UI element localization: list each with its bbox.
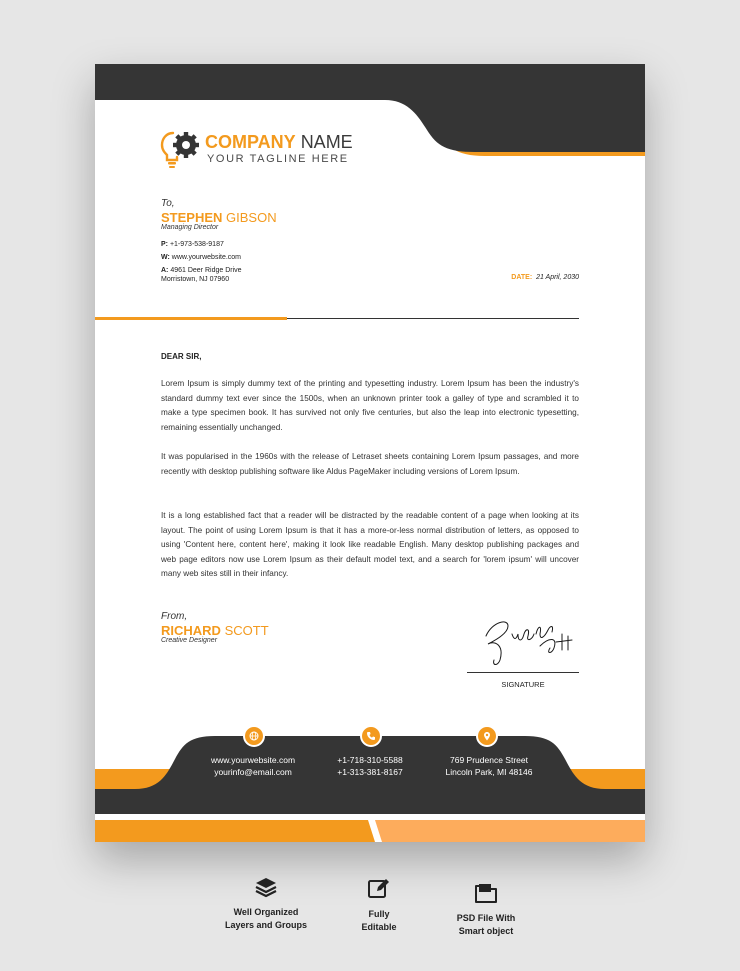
sender-title: Creative Designer [161,637,218,644]
letter-date: DATE: 21 April, 2030 [511,274,579,281]
globe-icon [243,725,265,747]
feature-line1: Fully [368,909,390,919]
footer-web-contact: www.yourwebsite.com yourinfo@email.com [210,755,296,777]
signature-line [467,672,579,673]
company-tagline: YOUR TAGLINE HERE [207,153,349,165]
letterhead-page [95,64,645,842]
recipient-address: A: 4961 Deer Ridge Drive Morristown, NJ 07960 [161,267,242,283]
from-label: From, [161,611,188,622]
feature-line2: Layers and Groups [224,920,308,930]
phone-icon [360,725,382,747]
divider-line [287,318,579,319]
body-paragraph-1: Lorem Ipsum is simply dummy text of the printing and typesetting industry. Lorem Ipsum has been the industry's standard dummy text ever since the 1500s, when an unknown printer took a galley of type and scrambled it to make a type specimen book. It has survived not only five centuries, but also the leap into electronic typesetting, remaining essentially unchanged. [161,379,579,432]
recipient-web: W: www.yourwebsite.com [161,254,242,261]
lightbulb-gear-icon [159,127,203,171]
feature-editable [329,876,429,934]
signature-label: SIGNATURE [501,680,545,689]
recipient-name: STEPHEN GIBSON [161,210,277,225]
body-paragraph-2: It was popularised in the 1960s with the release of Letraset sheets containing Lorem Ipsum passages, and more recently with desktop publishing software like Aldus PageMaker including versions of Lorem Ipsum. [161,452,579,476]
salutation: DEAR SIR, [161,352,202,361]
feature-line2: Editable [361,922,397,932]
layers-icon [254,876,278,898]
folder-icon [474,882,498,904]
recipient-title: Managing Director [161,224,219,231]
company-name: COMPANY NAME [205,132,353,152]
feature-line2: Smart object [458,926,514,936]
feature-line1: Well Organized [233,907,299,917]
feature-line1: PSD File With [456,913,516,923]
recipient-phone: P: +1-973-538-9187 [161,241,224,248]
feature-layers [206,876,326,932]
divider-accent [95,317,287,320]
footer-address: 769 Prudence Street Lincoln Park, MI 48146 [445,755,533,777]
footer-phone-contact: +1-718-310-5588 +1-313-381-8167 [337,755,403,777]
feature-psd [436,882,536,938]
sender-name: RICHARD SCOTT [161,623,269,638]
signature-image [478,616,578,672]
to-label: To, [161,198,175,209]
edit-icon [367,876,391,900]
location-pin-icon [476,725,498,747]
body-paragraph-3: It is a long established fact that a reader will be distracted by the readable content of a page when looking at its layout. The point of using Lorem Ipsum is that it has a more-or-less normal distribution of letters, as opposed to using 'Content here, content here', making it look like readable English. Many desktop publishing packages and web page editors now use Lorem Ipsum as their default model text, and a search for 'lorem ipsum' will uncover many web sites still in their infancy. [161,511,579,579]
